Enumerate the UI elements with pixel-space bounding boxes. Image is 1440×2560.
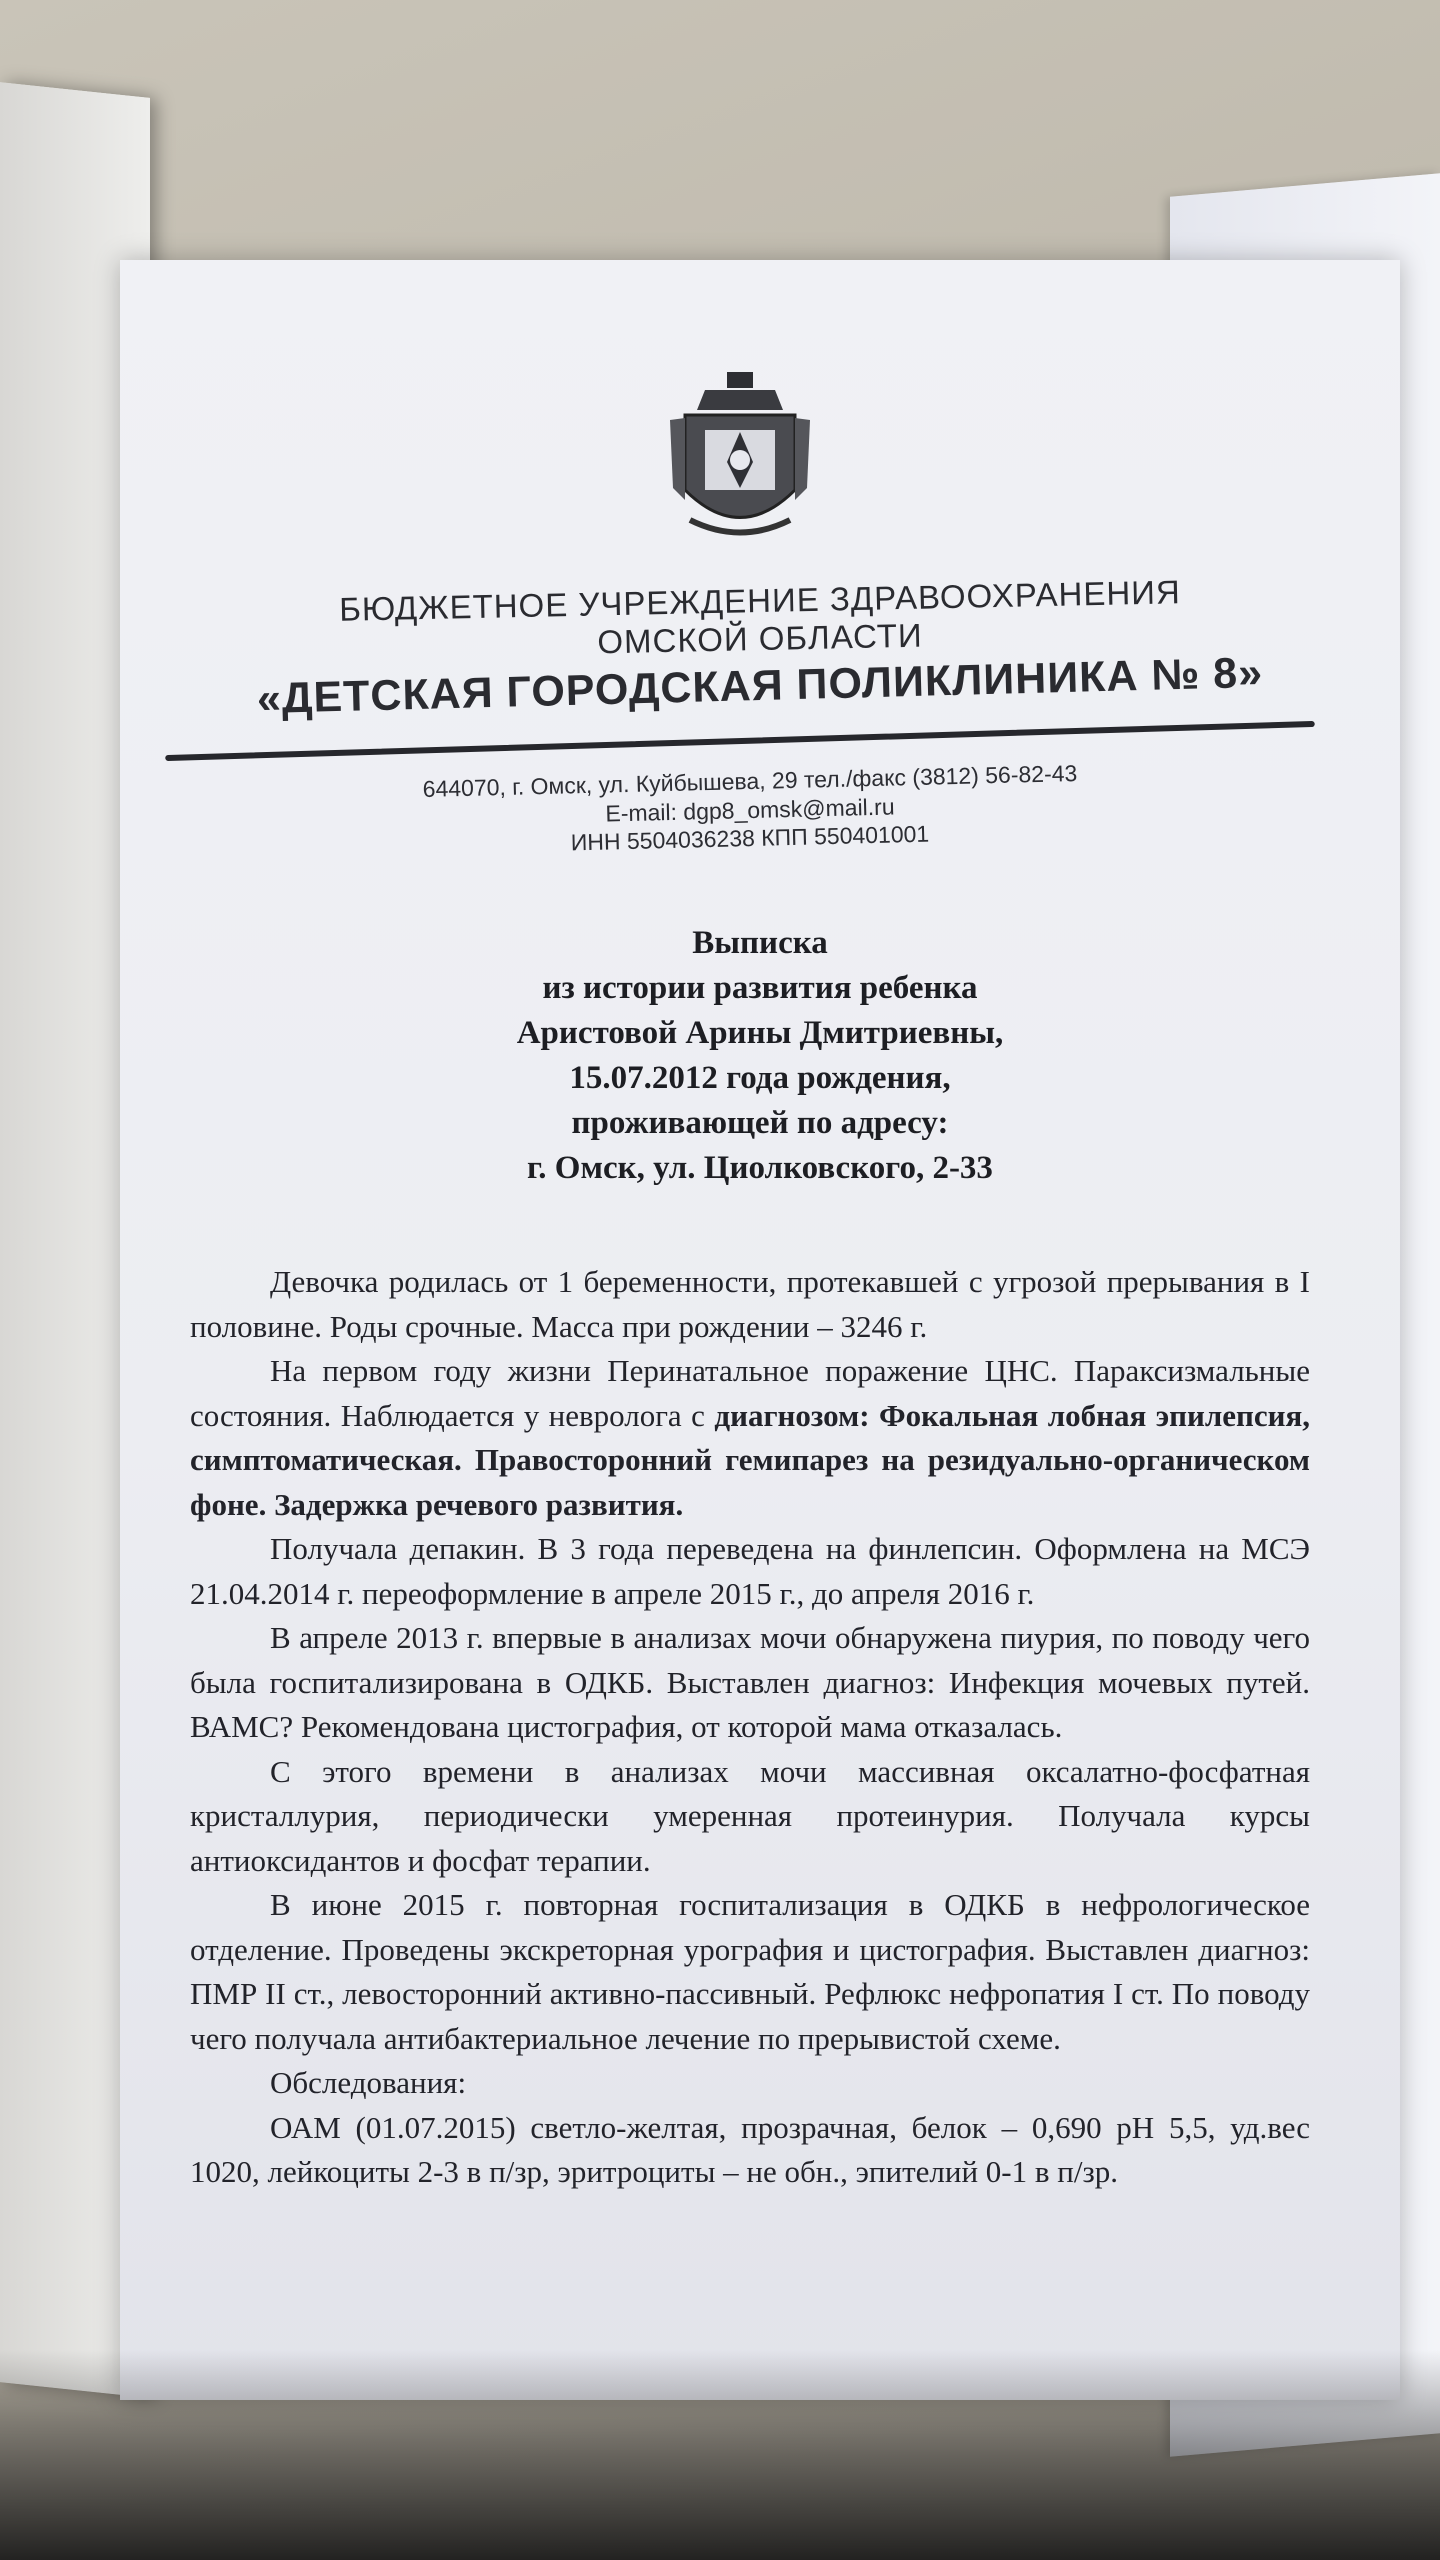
paragraph-hospitalization-2015: В июне 2015 г. повторная госпитализация в ОДКБ в нефрологическое отделение. Проведены экскреторная урография и цистография. Выставлен диагноз: ПМР II ст., левосторонний активно-пассивный. Рефлюкс нефропатия I ст. По поводу чего получала антибактериальное лечение по прерывистой схеме. xyxy=(190,1887,1310,2056)
address-label: проживающей по адресу: xyxy=(571,1105,949,1141)
paragraph-medication: Получала депакин. В 3 года переведена на финлепсин. Оформлена на МСЭ 21.04.2014 г. переоформление в апреле 2015 г., до апреля 2016 г. xyxy=(190,1531,1310,1611)
neurology-text: На первом году жизни Перинатальное поражение ЦНС. Параксизмальные состояния. Наблюдается у невролога с xyxy=(190,1353,1310,1433)
email-line: E-mail: dgp8_omsk@mail.ru xyxy=(605,793,895,827)
letterhead-divider xyxy=(165,721,1315,761)
org-type-line: БЮДЖЕТНОЕ УЧРЕЖДЕНИЕ ЗДРАВООХРАНЕНИЯ xyxy=(338,573,1182,628)
paragraph-urinalysis-history: С этого времени в анализах мочи массивная оксалатно-фосфатная кристаллурия, периодически умеренная протеинурия. Получала курсы антиоксидантов и фосфат терапии. xyxy=(190,1753,1310,1878)
paragraph-birth: Девочка родилась от 1 беременности, протекавшей с угрозой прерывания в I половине. Роды срочные. Масса при рождении – 3246 г. xyxy=(190,1264,1310,1344)
paragraph-oam: ОАМ (01.07.2015) светло-желтая, прозрачная, белок – 0,690 pH 5,5, уд.вес 1020, лейкоциты 2-3 в п/зр, эритроциты – не обн., эпителий 0-1 в п/зр. xyxy=(190,2109,1310,2189)
document-title: Выписка xyxy=(692,925,828,961)
address-phone: 644070, г. Омск, ул. Куйбышева, 29 тел./факс (3812) 56-82-43 xyxy=(422,760,1078,802)
paragraph-hospitalization-2013: В апреле 2013 г. впервые в анализах мочи обнаружена пиурия, по поводу чего была госпитализирована в ОДКБ. Выставлен диагноз: Инфекция мочевых путей. ВАМС? Рекомендована цистография, от которой мама отказалась. xyxy=(190,1620,1310,1744)
birth-date: 15.07.2012 года рождения, xyxy=(569,1060,951,1096)
inn-kpp-line: ИНН 5504036238 КПП 550401001 xyxy=(570,820,930,856)
org-region-line: ОМСКОЙ ОБЛАСТИ xyxy=(596,616,923,661)
patient-name: Аристовой Арины Дмитриевны, xyxy=(516,1015,1004,1051)
coat-of-arms-emblem xyxy=(665,370,815,550)
paragraph-exams-heading: Обследования: xyxy=(270,2065,467,2100)
org-name: «ДЕТСКАЯ ГОРОДСКАЯ ПОЛИКЛИНИКА № 8» xyxy=(256,648,1264,724)
document-body xyxy=(190,1260,1310,2195)
paragraph-neurology xyxy=(190,1349,1310,1527)
bottom-shadow xyxy=(0,2350,1440,2560)
document xyxy=(120,260,1400,2400)
title-subline: из истории развития ребенка xyxy=(542,970,978,1006)
neurology-diagnosis: диагнозом: Фокальная лобная эпилепсия, симптоматическая. Правосторонний гемипарез на резидуально-органическом фоне. Задержка речевого развития. xyxy=(190,1397,1310,1522)
patient-address: г. Омск, ул. Циолковского, 2-33 xyxy=(527,1150,993,1186)
